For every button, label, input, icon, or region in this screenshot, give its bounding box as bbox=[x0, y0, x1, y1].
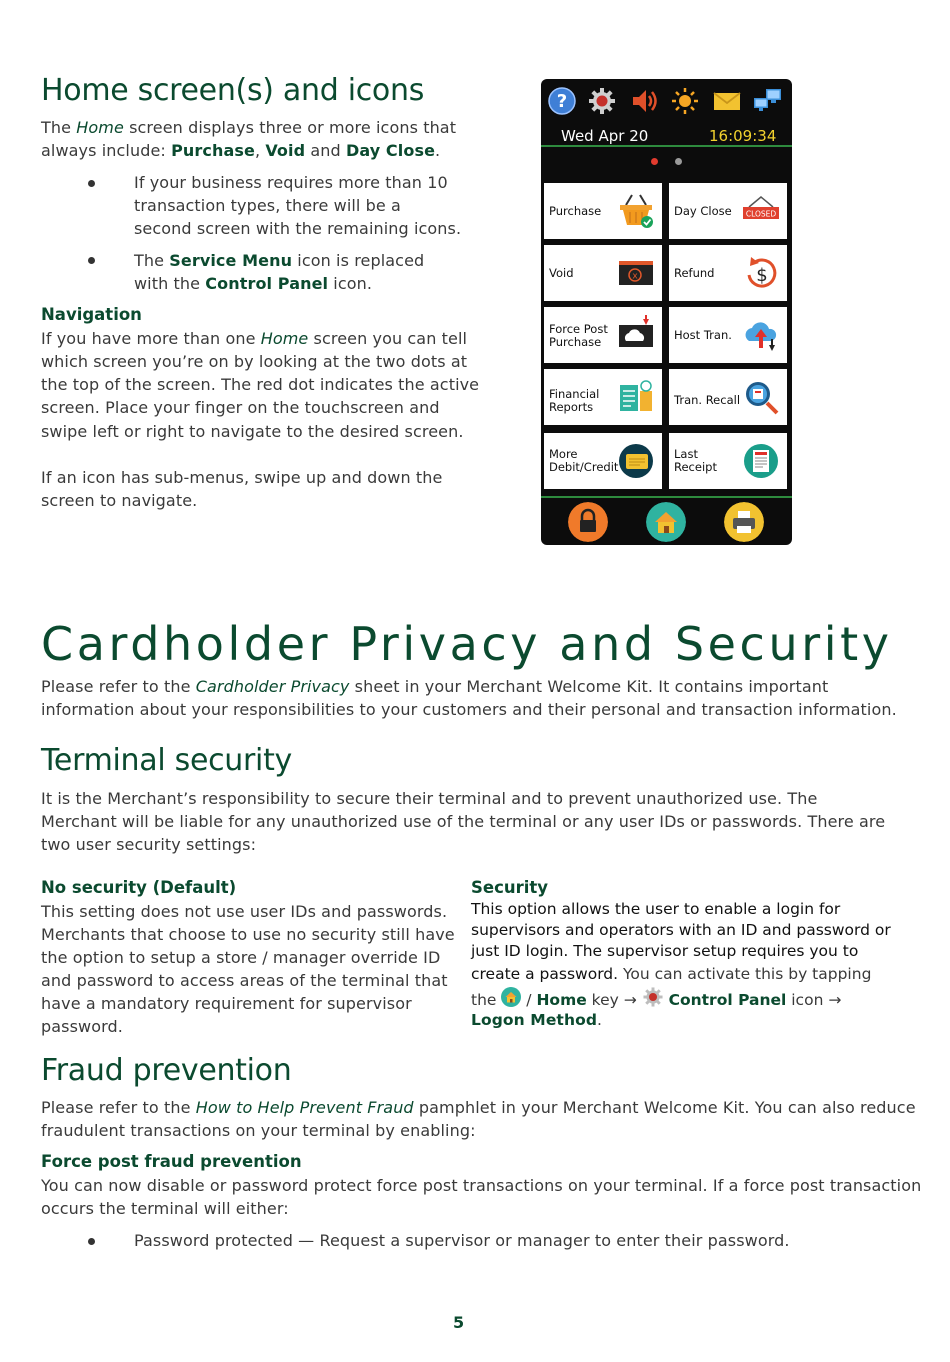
text: icon → bbox=[786, 991, 842, 1009]
navigation-line bbox=[41, 327, 467, 350]
service-menu-term: Service Menu bbox=[169, 251, 293, 270]
home-intro-line-2 bbox=[41, 139, 440, 162]
tile-label: More bbox=[549, 447, 578, 461]
cloud-upload-icon bbox=[741, 315, 781, 355]
security-line: just ID login. The supervisor setup requires you to bbox=[471, 942, 859, 960]
tile-host-tran[interactable] bbox=[669, 307, 787, 363]
bullet-dot bbox=[88, 180, 95, 187]
tile-label: Tran. Recall bbox=[674, 393, 741, 407]
privacy-line bbox=[41, 675, 828, 698]
security-line bbox=[471, 963, 871, 986]
footer-divider bbox=[541, 496, 792, 498]
void-icon bbox=[616, 253, 656, 293]
home-icon[interactable] bbox=[646, 502, 686, 542]
card-icon bbox=[616, 441, 656, 481]
tile-label: Debit/Credit bbox=[549, 460, 619, 474]
tile-financial-reports[interactable] bbox=[544, 369, 662, 425]
security-heading: Security bbox=[471, 878, 549, 897]
tile-label: Void bbox=[549, 266, 574, 280]
control-panel-term: Control Panel bbox=[205, 274, 329, 293]
printer-icon[interactable] bbox=[724, 502, 764, 542]
text: screen displays three or more icons that bbox=[123, 118, 457, 137]
navigation-line: swipe left or right to navigate to the desired screen. bbox=[41, 422, 464, 441]
bullet-line: transaction types, there will be a bbox=[134, 196, 401, 215]
text: always include: bbox=[41, 141, 172, 160]
day-close-term: Day Close bbox=[345, 141, 436, 160]
tile-label: Day Close bbox=[674, 204, 732, 218]
no-security-heading: No security (Default) bbox=[41, 878, 237, 897]
closed-sign-icon bbox=[741, 191, 781, 231]
tile-label: Last bbox=[674, 447, 698, 461]
svg-text:$: $ bbox=[756, 265, 768, 286]
fraud-line bbox=[41, 1096, 916, 1119]
fraud-pamphlet-emphasis: How to Help Prevent Fraud bbox=[195, 1098, 414, 1117]
navigation-line: the top of the screen. The red dot indicates the active bbox=[41, 375, 480, 394]
refund-icon bbox=[741, 253, 781, 293]
tile-label: Purchase bbox=[549, 335, 602, 349]
no-security-line: have a mandatory requirement for supervisor bbox=[41, 994, 412, 1013]
force-post-line: You can now disable or password protect force post transactions on your terminal. If a force post transaction bbox=[41, 1176, 922, 1195]
force-post-heading: Force post fraud prevention bbox=[41, 1152, 302, 1171]
tile-force-post-purchase[interactable] bbox=[544, 307, 662, 363]
text: icon. bbox=[328, 274, 373, 293]
tile-label: Host Tran. bbox=[674, 328, 732, 342]
home-key-term: Home bbox=[536, 991, 587, 1009]
text: key → bbox=[586, 991, 642, 1009]
bullet-dot bbox=[88, 1238, 95, 1245]
section-heading-home-screen: Home screen(s) and icons bbox=[41, 73, 425, 108]
text: The bbox=[41, 118, 77, 137]
magnifier-icon bbox=[741, 377, 781, 417]
text: . bbox=[435, 141, 441, 160]
receipt-icon bbox=[741, 441, 781, 481]
force-post-line: occurs the terminal will either: bbox=[41, 1199, 289, 1218]
home-icon bbox=[501, 987, 521, 1007]
void-term: Void bbox=[265, 141, 306, 160]
text: . bbox=[597, 1011, 603, 1029]
network-icon bbox=[753, 86, 783, 116]
terminal-line: Merchant will be liable for any unauthorized use of the terminal or any user IDs or passwords. There are bbox=[41, 812, 886, 831]
privacy-line: information about your responsibilities to your customers and their personal and transaction information. bbox=[41, 700, 897, 719]
home-intro-line-1 bbox=[41, 116, 456, 139]
tile-label: Receipt bbox=[674, 460, 717, 474]
no-security-line: Merchants that choose to use no security still have bbox=[41, 925, 455, 944]
text: If you have more than one bbox=[41, 329, 261, 348]
terminal-date: Wed Apr 20 bbox=[561, 127, 649, 145]
terminal-time: 16:09:34 bbox=[709, 127, 777, 145]
terminal-screen-illustration bbox=[541, 79, 792, 545]
text: the bbox=[471, 991, 502, 1009]
tile-tran-recall[interactable] bbox=[669, 369, 787, 425]
page-dot-active bbox=[651, 158, 658, 165]
text: , bbox=[254, 141, 261, 160]
text: Please refer to the bbox=[41, 1098, 196, 1117]
control-panel-term: Control Panel bbox=[668, 991, 787, 1009]
help-icon bbox=[547, 86, 577, 116]
no-security-line: This setting does not use user IDs and passwords. bbox=[41, 902, 448, 921]
bullet-line bbox=[134, 249, 424, 272]
logon-method-term: Logon Method bbox=[471, 1011, 598, 1029]
speaker-icon bbox=[629, 86, 659, 116]
terminal-line: two user security settings: bbox=[41, 835, 257, 854]
mail-icon bbox=[712, 86, 742, 116]
tile-more-debit-credit[interactable] bbox=[544, 433, 662, 489]
section-heading-privacy: Cardholder Privacy and Security bbox=[41, 617, 893, 671]
text: Please refer to the bbox=[41, 677, 196, 696]
security-line bbox=[471, 1009, 602, 1032]
tile-label: Financial bbox=[549, 387, 600, 401]
text: / bbox=[521, 991, 537, 1009]
reports-icon bbox=[616, 377, 656, 417]
force-post-icon bbox=[616, 315, 656, 355]
home-emphasis: Home bbox=[260, 329, 309, 348]
svg-text:?: ? bbox=[556, 91, 568, 112]
purchase-term: Purchase bbox=[171, 141, 255, 160]
bullet-line bbox=[134, 272, 372, 295]
no-security-line: password. bbox=[41, 1017, 123, 1036]
page-number: 5 bbox=[453, 1313, 465, 1332]
text: You can activate this by tapping bbox=[618, 965, 872, 983]
section-heading-fraud-prevention: Fraud prevention bbox=[41, 1053, 292, 1088]
navigation-line: screen. Place your finger on the touchscreen and bbox=[41, 398, 440, 417]
text: create a password. bbox=[471, 965, 619, 983]
page-dot-inactive bbox=[675, 158, 682, 165]
bullet-dot bbox=[88, 257, 95, 264]
security-line: This option allows the user to enable a login for bbox=[471, 900, 841, 918]
gear-icon bbox=[587, 86, 617, 116]
svg-text:x: x bbox=[632, 271, 638, 282]
no-security-line: the option to setup a store / manager override ID bbox=[41, 948, 441, 967]
brightness-icon bbox=[670, 86, 700, 116]
lock-icon[interactable] bbox=[568, 502, 608, 542]
tile-purchase[interactable] bbox=[544, 183, 662, 239]
cardholder-privacy-emphasis: Cardholder Privacy bbox=[195, 677, 350, 696]
tile-day-close[interactable] bbox=[669, 183, 787, 239]
bullet-line: Password protected — Request a supervisor or manager to enter their password. bbox=[134, 1231, 790, 1250]
gear-icon bbox=[642, 986, 664, 1008]
text: icon is replaced bbox=[292, 251, 425, 270]
text: with the bbox=[134, 274, 206, 293]
navigation-line: which screen you’re on by looking at the two dots at bbox=[41, 352, 468, 371]
home-emphasis: Home bbox=[76, 118, 124, 137]
tile-void[interactable] bbox=[544, 245, 662, 301]
navigation-heading: Navigation bbox=[41, 305, 142, 324]
fraud-line: fraudulent transactions on your terminal by enabling: bbox=[41, 1121, 476, 1140]
text: pamphlet in your Merchant Welcome Kit. You can also reduce bbox=[413, 1098, 916, 1117]
tile-refund[interactable] bbox=[669, 245, 787, 301]
section-heading-terminal-security: Terminal security bbox=[41, 743, 292, 778]
tile-last-receipt[interactable] bbox=[669, 433, 787, 489]
basket-icon bbox=[616, 191, 656, 231]
tile-label: Reports bbox=[549, 400, 594, 414]
header-divider bbox=[541, 145, 792, 147]
text: The bbox=[134, 251, 170, 270]
bullet-line: If your business requires more than 10 bbox=[134, 173, 448, 192]
navigation-line: screen to navigate. bbox=[41, 491, 198, 510]
tile-label: Purchase bbox=[549, 204, 602, 218]
text: and bbox=[305, 141, 346, 160]
text: screen you can tell bbox=[308, 329, 468, 348]
tile-label: Force Post bbox=[549, 322, 608, 336]
tile-label: Refund bbox=[674, 266, 715, 280]
bullet-line: second screen with the remaining icons. bbox=[134, 219, 462, 238]
closed-badge: CLOSED bbox=[745, 209, 777, 219]
security-line: supervisors and operators with an ID and password or bbox=[471, 921, 891, 939]
no-security-line: and password to access areas of the terminal that bbox=[41, 971, 448, 990]
terminal-line: It is the Merchant’s responsibility to secure their terminal and to prevent unauthorized use. The bbox=[41, 789, 818, 808]
text: sheet in your Merchant Welcome Kit. It contains important bbox=[349, 677, 829, 696]
navigation-line: If an icon has sub-menus, swipe up and down the bbox=[41, 468, 443, 487]
